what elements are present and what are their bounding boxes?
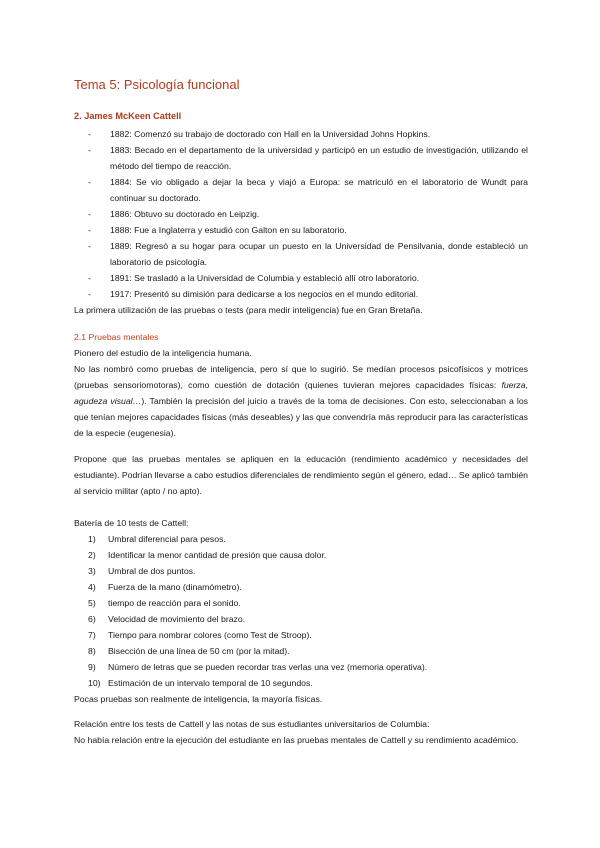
test-text: Velocidad de movimiento del brazo.: [108, 614, 246, 624]
test-number: 10): [88, 678, 101, 688]
pruebas-paragraph-2-block: [74, 451, 528, 499]
relation-text: No había relación entre la ejecución del estudiante en las pruebas mentales de Cattell y su rendimiento académico.: [74, 735, 519, 745]
test-text: Tiempo para nombrar colores (como Test de Stroop).: [108, 630, 312, 640]
relation-block: [74, 716, 528, 748]
test-item: [74, 675, 528, 691]
test-item: [74, 659, 528, 675]
tests-note: Pocas pruebas son realmente de inteligencia, la mayoría físicas.: [74, 694, 323, 704]
test-text: Fuerza de la mano (dinamómetro).: [108, 582, 242, 592]
test-item: [74, 643, 528, 659]
pruebas-intro-block: [74, 345, 528, 441]
test-item: [74, 627, 528, 643]
timeline-item: - 1886: Obtuvo su doctorado en Leipzig.: [74, 206, 528, 222]
test-number: 3): [88, 566, 96, 576]
test-item: [74, 547, 528, 563]
section-heading-pruebas: 2.1 Pruebas mentales: [74, 332, 159, 342]
test-item: [74, 531, 528, 547]
test-text: Bisección de una línea de 50 cm (por la mitad).: [108, 646, 290, 656]
test-number: 5): [88, 598, 96, 608]
test-text: Número de letras que se pueden recordar tras verlas una vez (memoria operativa).: [108, 662, 428, 672]
test-text: tiempo de reacción para el sonido.: [108, 598, 241, 608]
test-number: 2): [88, 550, 96, 560]
timeline-item: - 1891: Se trasladó a la Universidad de Columbia y estableció allí otro laboratorio.: [74, 270, 528, 286]
cattell-closing-text: La primera utilización de las pruebas o tests (para medir inteligencia) fue en Gran Bretaña.: [74, 305, 423, 315]
battery-block: [74, 515, 528, 707]
test-item: [74, 563, 528, 579]
test-text: Identificar la menor cantidad de presión que causa dolor.: [108, 550, 327, 560]
pruebas-paragraph-1: [74, 361, 528, 441]
test-number: 7): [88, 630, 96, 640]
cattell-timeline-block: [74, 126, 528, 318]
p1-text-end: ). También la precisión del juicio a través de la toma de decisiones. Con esto, seleccionaban a los que tenían mejores capacidades físicas (más deseables) y las que convendría más reproducir para las características de la especie (eugenesia).: [74, 396, 528, 438]
battery-label: Batería de 10 tests de Cattell:: [74, 518, 189, 528]
test-number: 4): [88, 582, 96, 592]
test-text: Umbral diferencial para pesos.: [108, 534, 226, 544]
page-title: Tema 5: Psicología funcional: [74, 77, 240, 92]
battery-test-list: [74, 531, 528, 691]
timeline-item: - 1882: Comenzó su trabajo de doctorado con Hall en la Universidad Johns Hopkins.: [74, 126, 528, 142]
test-number: 6): [88, 614, 96, 624]
test-text: Estimación de un intervalo temporal de 10 segundos.: [108, 678, 313, 688]
timeline-item: - 1917: Presentó su dimisión para dedicarse a los negocios en el mundo editorial.: [74, 286, 528, 302]
cattell-timeline-list: [74, 126, 528, 302]
relation-title: Relación entre los tests de Cattell y las notas de sus estudiantes universitarios de Columbia:: [74, 719, 430, 729]
timeline-item: - 1889: Regresó a su hogar para ocupar un puesto en la Universidad de Pensilvania, donde estableció un laboratorio de psicología.: [74, 238, 528, 270]
p1-text-start: No las nombró como pruebas de inteligencia, pero sí que lo sugirió. Se medían procesos psicofísicos y motrices (pruebas sensoriomotoras), como cuestión de dotación (quienes tuvieran mejores capacidades físicas:: [74, 364, 528, 390]
test-number: 9): [88, 662, 96, 672]
timeline-item: - 1884: Se vio obligado a dejar la beca y viajó a Europa: se matriculó en el laboratorio de Wundt para continuar su doctorado.: [74, 174, 528, 206]
p1-italic-text: fuerza, agudeza visual…: [74, 380, 528, 406]
pruebas-paragraph-2: Propone que las pruebas mentales se apliquen en la educación (rendimiento académico y necesidades del estudiante). Podrían llevarse a cabo estudios diferenciales de rendimiento según el género, edad… Se aplicó también al servicio militar (apto / no apto).: [74, 454, 528, 496]
pruebas-intro: Pionero del estudio de la inteligencia humana.: [74, 348, 252, 358]
section-heading-cattell: 2. James McKeen Cattell: [74, 111, 182, 121]
test-number: 1): [88, 534, 96, 544]
test-item: [74, 611, 528, 627]
test-text: Umbral de dos puntos.: [108, 566, 196, 576]
test-number: 8): [88, 646, 96, 656]
timeline-item: - 1883: Becado en el departamento de la universidad y participó en un estudio de investigación, utilizando el método del tiempo de reacción.: [74, 142, 528, 174]
test-item: [74, 595, 528, 611]
timeline-item: - 1888: Fue a Inglaterra y estudió con Galton en su laboratorio.: [74, 222, 528, 238]
test-item: [74, 579, 528, 595]
